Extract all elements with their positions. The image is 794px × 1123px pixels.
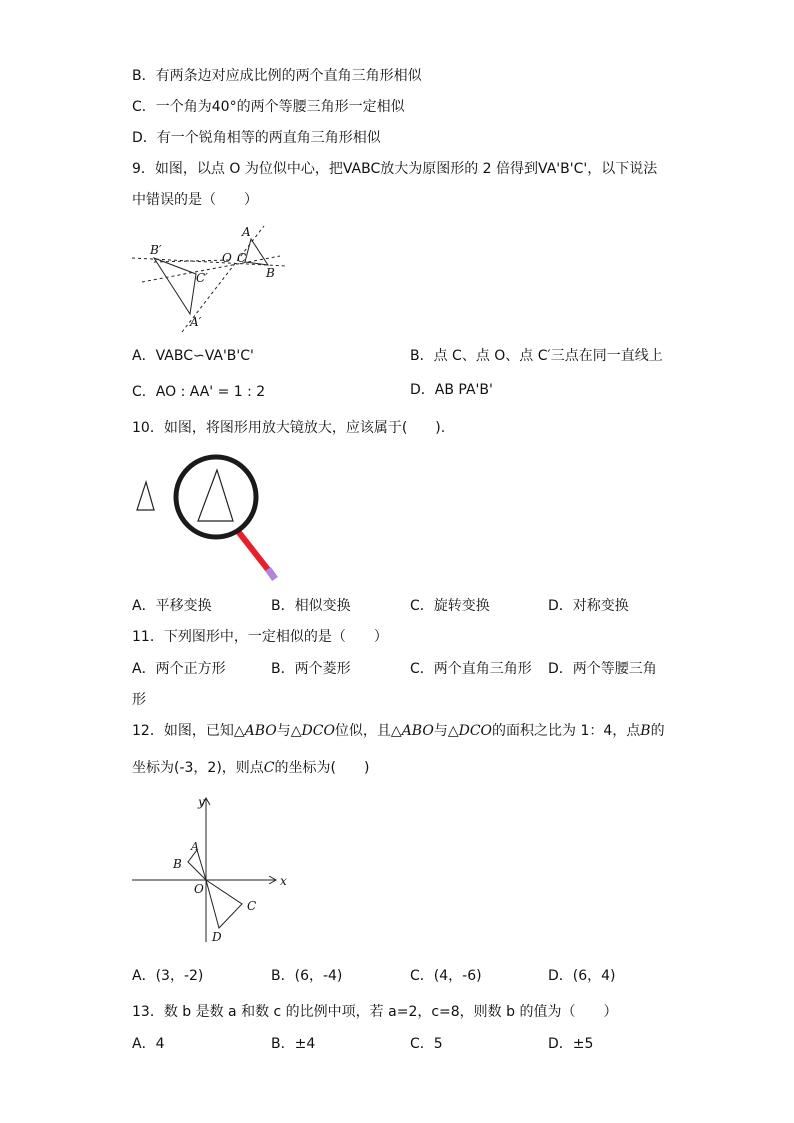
q12-triangle-dco: △DCO xyxy=(290,723,335,739)
q11-option-a: A．两个正方形 xyxy=(132,661,226,677)
q11-stem: 11．下列图形中，一定相似的是（ ） xyxy=(132,629,388,645)
q9-stem-line1: 9．如图，以点 O 为位似中心，把VABC放大为原图形的 2 倍得到VA'B'C'，以下说法 xyxy=(132,161,658,177)
q11-option-c: C．两个直角三角形 xyxy=(410,661,532,677)
q12-label-d: D xyxy=(212,930,222,944)
q8-option-d: D．有一个锐角相等的两直角三角形相似 xyxy=(132,130,381,146)
q8-option-b: B．有两条边对应成比例的两个直角三角形相似 xyxy=(132,68,422,84)
q12-label-x: x xyxy=(280,874,287,888)
q12-stem-line1 xyxy=(132,721,665,741)
q10-magnifier-icon xyxy=(176,457,275,579)
q12-triangle-dco xyxy=(206,880,242,928)
q12-triangle-dco: △DCO xyxy=(447,723,493,739)
q9-label-a1: A′ xyxy=(190,315,202,329)
q9-label-b1: B′ xyxy=(150,243,162,257)
q10-option-d: D．对称变换 xyxy=(548,598,629,614)
q13-option-c: C．5 xyxy=(410,1036,443,1052)
q10-magnifier-handle xyxy=(237,530,273,576)
q12-triangle-abo xyxy=(188,850,206,880)
q8-option-c: C．一个角为40°的两个等腰三角形一定相似 xyxy=(132,99,405,115)
q10-magnifier-figure xyxy=(130,450,290,586)
q12-point-c: C xyxy=(263,760,275,776)
q12-option-d: D．(6，4) xyxy=(548,968,616,984)
q10-option-b: B．相似变换 xyxy=(271,598,351,614)
q9-stem-line2: 中错误的是（ ） xyxy=(132,192,258,208)
q12-coordinate-figure xyxy=(130,792,294,946)
q13-option-b: B．±4 xyxy=(271,1036,316,1052)
q9-label-c1: C′ xyxy=(196,271,208,285)
q12-text: 的面积之比为 1：4，点 xyxy=(492,723,641,739)
q9-option-a: A．VABC∽VA'B'C' xyxy=(132,348,254,364)
q9-option-b: B．点 C、点 O、点 C′三点在同一直线上 xyxy=(410,348,663,364)
q10-stem: 10．如图，将图形用放大镜放大，应该属于( ). xyxy=(132,420,446,436)
q12-text: 与 xyxy=(276,723,291,739)
q13-option-d: D．±5 xyxy=(548,1036,594,1052)
q12-text: 的坐标为( ) xyxy=(274,760,370,776)
q10-magnifier-ring xyxy=(176,457,256,537)
q11-option-d-cont: 形 xyxy=(132,692,146,708)
q10-option-a: A．平移变换 xyxy=(132,598,212,614)
q13-stem: 13．数 b 是数 a 和数 c 的比例中项，若 a=2，c=8，则数 b 的值为（ ） xyxy=(132,1004,618,1020)
q12-text: 12．如图，已知 xyxy=(132,723,234,739)
q12-label-o: O xyxy=(194,882,204,896)
q10-magnifier-tip xyxy=(268,569,275,579)
q12-text: 位似，且 xyxy=(334,723,391,739)
q12-point-b: B xyxy=(640,723,651,739)
q12-label-y: y xyxy=(198,795,205,809)
q12-label-a: A xyxy=(191,840,199,853)
q11-option-d: D．两个等腰三角 xyxy=(548,661,657,677)
q12-triangle-abo: △ABO xyxy=(233,723,277,739)
q9-triangle-small xyxy=(245,239,268,265)
q12-option-c: C．(4，-6) xyxy=(410,968,482,984)
q9-triangle-large xyxy=(154,258,196,314)
q12-text: 坐标为(-3，2)，则点 xyxy=(132,760,264,776)
q10-option-c: C．旋转变换 xyxy=(410,598,490,614)
q12-stem-line2 xyxy=(132,758,369,778)
q12-label-b: B xyxy=(173,857,182,871)
q9-label-o: O xyxy=(222,251,232,265)
q9-homothety-figure xyxy=(130,222,300,334)
q12-text: 与 xyxy=(433,723,448,739)
q12-triangle-abo: △ABO xyxy=(390,723,434,739)
q12-text: 的 xyxy=(650,723,665,739)
q12-option-b: B．(6，-4) xyxy=(271,968,343,984)
q9-ray-b-ext xyxy=(154,260,230,262)
q13-option-a: A．4 xyxy=(132,1036,165,1052)
q9-option-d: D．AB PA'B' xyxy=(410,382,493,398)
q9-label-a: A xyxy=(242,225,251,239)
q9-option-c: C．AO : AA' = 1 : 2 xyxy=(132,384,266,400)
q12-option-a: A．(3，-2) xyxy=(132,968,204,984)
q9-label-b: B xyxy=(266,266,275,280)
q11-option-b: B．两个菱形 xyxy=(271,661,351,677)
q10-small-triangle xyxy=(137,482,154,510)
q12-label-c: C xyxy=(247,899,257,913)
q9-label-c: C xyxy=(237,251,247,265)
